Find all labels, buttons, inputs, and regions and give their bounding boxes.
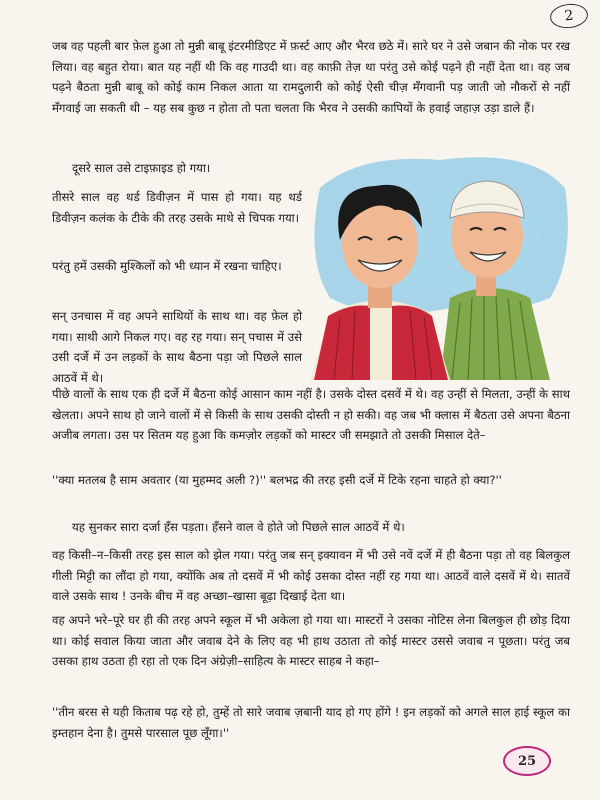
paragraph-1: जब वह पहली बार फ़ेल हुआ तो मुन्नी बाबू इंटरमीडिएट में फ़र्स्ट आए और भैरव छठे में। सारे घर ने उसे जबान की नोक पर रख लिया। वह बहुत रोया। बात यह नहीं थी कि वह गाउदी था। वह काफ़ी तेज़ था परंतु उसे कोई पढ़ने ही नहीं देता था। वह जब पढ़ने बैठता मुन्नी बाबू को कोई काम निकल आता या रामदुलारी को कोई ऐसी चीज़ मँगवानी पड़ जाती जो नौकरों से नहीं मँगवाई जा सकती थी – यह सब कुछ न होता तो पता चलता कि भैरव ने उसकी कापियों के हवाई जहाज़ उड़ा डाले हैं। <box>52 39 570 115</box>
paragraph-4: परंतु हमें उसकी मुश्किलों को भी ध्यान में रखना चाहिए। <box>52 259 282 273</box>
paragraph-10: वह अपने भरे–पूरे घर ही की तरह अपने स्कूल में भी अकेला हो गया था। मास्टरों ने उसका नोटिस लेना बिलकुल ही छोड़ दिया था। कोई सवाल किया जाता और जवाब देने के लिए वह भी हाथ उठाता तो कोई मास्टर उससे जवाब न पूछता। परंतु जब उसका हाथ उठता ही रहा तो एक दिन अंग्रेज़ी–साहित्य के मास्टर साहब ने कहा– <box>52 613 570 668</box>
handwritten-page-mark: 2 <box>549 2 589 30</box>
paragraph-3: तीसरे साल वह थर्ड डिवीज़न में पास हो गया। यह थर्ड डिवीज़न कलंक के टीके की तरह उसके माथे से चिपक गया। <box>52 190 302 225</box>
paragraph-6: पीछे वालों के साथ एक ही दर्जे में बैठना कोई आसान काम नहीं है। उसके दोस्त दसवें में थे। वह उन्हीं से मिलता, उन्हीं के साथ खेलता। अपने साथ हो जाने वालों में से किसी के साथ उसकी दोस्ती न हो सकी। वह जब भी क्लास में बैठता उसे अपना बैठना अजीब लगता। उस पर सितम यह हुआ कि कमज़ोर लड़कों को मास्टर जी समझाते तो उसकी मिसाल देते– <box>52 387 570 442</box>
paragraph-7-quote: ''क्या मतलब है साम अवतार (या मुहम्मद अली ?)'' बलभद्र की तरह इसी दर्जे में टिके रहना चाहते हो क्या?'' <box>52 473 502 487</box>
paragraph-11-quote: ''तीन बरस से यही किताब पढ़ रहे हो, तुम्हें तो सारे जवाब ज़बानी याद हो गए होंगे ! इन लड़कों को अगले साल हाई स्कूल का इम्तहान देना है। तुमसे पारसाल पूछ लूँगा।'' <box>52 705 570 740</box>
two-boys-illustration <box>300 148 575 380</box>
page-number: 25 <box>503 746 551 776</box>
paragraph-9: वह किसी–न–किसी तरह इस साल को झेल गया। परंतु जब सन् इक्यावन में भी उसे नवें दर्जे में ही बैठना पड़ा तो वह बिलकुल गीली मिट्टी का लौंदा हो गया, क्योंकि अब तो दसवें में भी कोई उसका दोस्त नहीं रह गया था। आठवें वाले दसवें में थे। सातवें वाले उसके साथ ! उनके बीच में वह अच्छा–खासा बूढ़ा दिखाई देता था। <box>52 548 570 603</box>
paragraph-5: सन् उनचास में वह अपने साथियों के साथ था। वह फ़ेल हो गया। साथी आगे निकल गए। वह रह गया। सन् पचास में उसे उसी दर्जे में उन लड़कों के साथ बैठना पड़ा जो पिछले साल आठवें में थे। <box>52 309 302 385</box>
paragraph-2: दूसरे साल उसे टाइफ़ाइड हो गया। <box>72 161 211 175</box>
paragraph-8: यह सुनकर सारा दर्जा हँस पड़ता। हँसने वाल वे होते जो पिछले साल आठवें में थे। <box>72 520 405 534</box>
